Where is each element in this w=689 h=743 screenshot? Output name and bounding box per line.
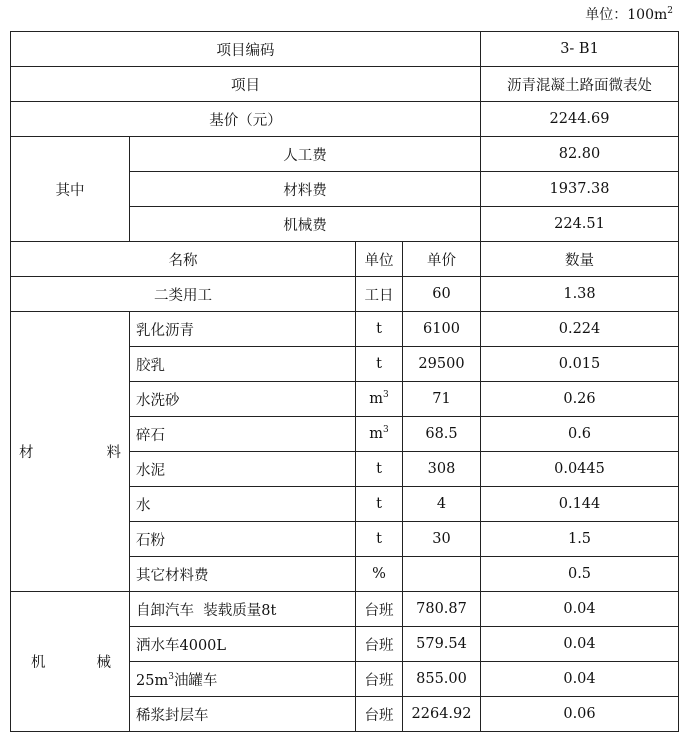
material-name: 水洗砂	[130, 382, 356, 417]
col-header-price: 单价	[403, 242, 481, 277]
machine-price: 2264.92	[403, 697, 481, 732]
labor-name: 二类用工	[11, 277, 356, 312]
material-price: 29500	[403, 347, 481, 382]
table-row	[11, 592, 679, 627]
material-unit: $m^3$	[356, 417, 403, 452]
material-price: 6100	[403, 312, 481, 347]
material-name: 胶乳	[130, 347, 356, 382]
row-column-headers	[11, 242, 679, 277]
code-label: 项目编码	[11, 32, 481, 67]
breakdown-value: 224.51	[481, 207, 679, 242]
base-price-value: 2244.69	[481, 102, 679, 137]
table-row	[11, 312, 679, 347]
material-price: 68.5	[403, 417, 481, 452]
material-unit: $m^3$	[356, 382, 403, 417]
material-qty: 0.144	[481, 487, 679, 522]
row-item	[11, 67, 679, 102]
machine-price: 855.00	[403, 662, 481, 697]
materials-group-label: 材 料	[11, 312, 130, 592]
unit-label: 单位：100m	[585, 7, 668, 23]
machine-unit: 台班	[356, 697, 403, 732]
material-name: 水泥	[130, 452, 356, 487]
quota-table	[10, 31, 679, 732]
row-labor	[11, 277, 679, 312]
material-name: 石粉	[130, 522, 356, 557]
labor-price: 60	[403, 277, 481, 312]
material-qty: 0.015	[481, 347, 679, 382]
labor-unit: 工日	[356, 277, 403, 312]
row-base-price	[11, 102, 679, 137]
breakdown-name: 人工费	[130, 137, 481, 172]
col-header-name: 名称	[11, 242, 356, 277]
unit-note	[585, 4, 673, 24]
material-qty: 0.26	[481, 382, 679, 417]
material-qty: 0.0445	[481, 452, 679, 487]
row-code	[11, 32, 679, 67]
material-price: 308	[403, 452, 481, 487]
machine-unit: 台班	[356, 627, 403, 662]
machine-price: 579.54	[403, 627, 481, 662]
breakdown-name: 材料费	[130, 172, 481, 207]
material-qty: 0.6	[481, 417, 679, 452]
material-unit: %	[356, 557, 403, 592]
unit-superscript: 2	[667, 6, 673, 16]
base-price-label: 基价（元）	[11, 102, 481, 137]
material-name: 其它材料费	[130, 557, 356, 592]
material-qty: 1.5	[481, 522, 679, 557]
machinery-group-label: 机 械	[11, 592, 130, 732]
machine-unit: 台班	[356, 592, 403, 627]
machine-qty: 0.04	[481, 592, 679, 627]
material-price	[403, 557, 481, 592]
labor-qty: 1.38	[481, 277, 679, 312]
col-header-qty: 数量	[481, 242, 679, 277]
machine-qty: 0.04	[481, 662, 679, 697]
machine-name: $25m^3$油罐车	[130, 662, 356, 697]
machine-name: 稀浆封层车	[130, 697, 356, 732]
machine-name: 自卸汽车 装载质量8t	[130, 592, 356, 627]
material-name: 乳化沥青	[130, 312, 356, 347]
breakdown-group-label: 其中	[11, 137, 130, 242]
col-header-unit: 单位	[356, 242, 403, 277]
material-price: 4	[403, 487, 481, 522]
item-label: 项目	[11, 67, 481, 102]
item-value: 沥青混凝土路面微表处	[481, 67, 679, 102]
machine-unit: 台班	[356, 662, 403, 697]
material-unit: t	[356, 522, 403, 557]
material-price: 30	[403, 522, 481, 557]
machine-qty: 0.06	[481, 697, 679, 732]
machine-price: 780.87	[403, 592, 481, 627]
machine-qty: 0.04	[481, 627, 679, 662]
material-qty: 0.5	[481, 557, 679, 592]
breakdown-value: 82.80	[481, 137, 679, 172]
material-unit: t	[356, 487, 403, 522]
material-unit: t	[356, 452, 403, 487]
code-value: 3- B1	[481, 32, 679, 67]
material-name: 水	[130, 487, 356, 522]
material-unit: t	[356, 347, 403, 382]
material-price: 71	[403, 382, 481, 417]
row-breakdown-labor	[11, 137, 679, 172]
material-name: 碎石	[130, 417, 356, 452]
machine-name: 洒水车4000L	[130, 627, 356, 662]
material-unit: t	[356, 312, 403, 347]
material-qty: 0.224	[481, 312, 679, 347]
breakdown-value: 1937.38	[481, 172, 679, 207]
breakdown-name: 机械费	[130, 207, 481, 242]
